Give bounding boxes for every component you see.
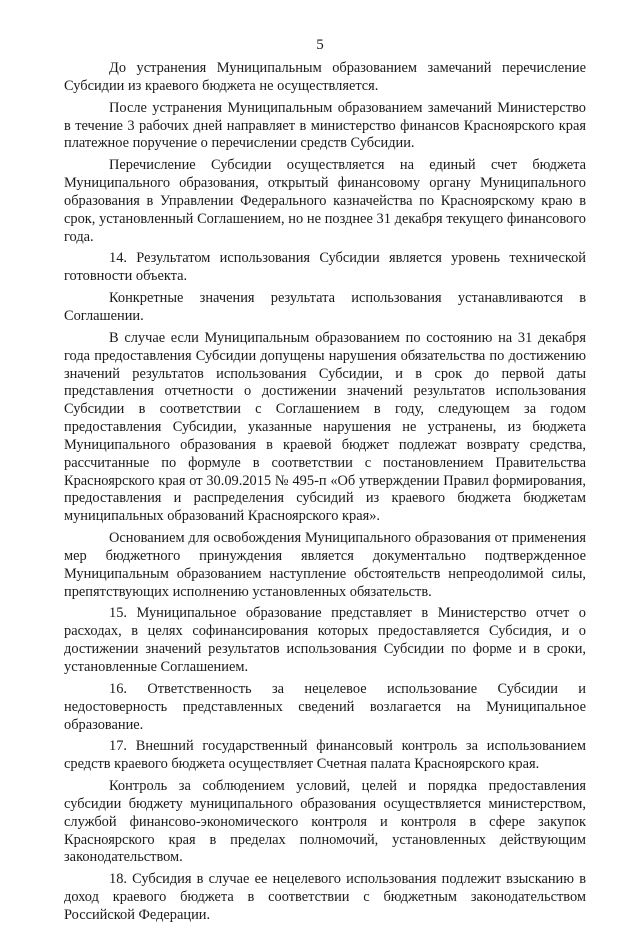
page-number: 5 <box>316 37 324 53</box>
paragraph-15-report: 15. Муниципальное образование представляет в Министерство отчет о расходах, в целях софинансирования которых предоставляется Субсидия, и о достижении значений результатов использования Субсидии по форме и в сроки, установленные Соглашением. <box>64 605 586 675</box>
paragraph-17-control: 17. Внешний государственный финансовый контроль за использованием средств краевого бюджета осуществляет Счетная палата Красноярского края. <box>64 738 586 773</box>
paragraph-14-result: 14. Результатом использования Субсидии является уровень технической готовности объекта. <box>64 250 586 285</box>
document-body <box>64 60 586 929</box>
paragraph: Контроль за соблюдением условий, целей и порядка предоставления субсидии бюджету муниципального образования осуществляется министерством, службой финансово-экономического контроля и контроля в сфере закупок Красноярского края в пределах полномочий, установленных действующим законодательством. <box>64 778 586 866</box>
paragraph: Перечисление Субсидии осуществляется на единый счет бюджета Муниципального образования, открытый финансовому органу Муниципального образования в Управлении Федерального казначейства по Красноярскому краю в срок, установленный Соглашением, но не позднее 31 декабря текущего финансового года. <box>64 157 586 245</box>
paragraph: Основанием для освобождения Муниципального образования от применения мер бюджетного принуждения является документально подтвержденное Муниципальным образованием наступление обстоятельств непреодолимой силы, препятствующих исполнению установленных обязательств. <box>64 530 586 600</box>
paragraph: Конкретные значения результата использования устанавливаются в Соглашении. <box>64 290 586 324</box>
paragraph-16-responsibility: 16. Ответственность за нецелевое использование Субсидии и недостоверность представленных сведений возлагается на Муниципальное образование. <box>64 680 586 733</box>
paragraph-18-recovery: 18. Субсидия в случае ее нецелевого использования подлежит взысканию в доход краевого бюджета в соответствии с бюджетным законодательством Российской Федерации. <box>64 871 586 923</box>
paragraph: После устранения Муниципальным образованием замечаний Министерство в течение 3 рабочих дней направляет в министерство финансов Красноярского края платежное поручение о перечислении средств Субсидии. <box>64 99 586 152</box>
paragraph: До устранения Муниципальным образованием замечаний перечисление Субсидии из краевого бюджета не осуществляется. <box>64 60 586 94</box>
paragraph: В случае если Муниципальным образованием по состоянию на 31 декабря года предоставления Субсидии допущены нарушения обязательства по достижению значений результатов использования Субсидии, и в срок до первой даты представления отчетности о достижении значений результатов использования Субсидии в соответствии с Соглашением в году, следующем за годом предоставления Субсидии, указанные нарушения не устранены, из бюджета Муниципального образования в краевой бюджет подлежат возврату средства, рассчитанные по формуле в соответствии с постановлением Правительства Красноярского края от 30.09.2015 № 495-п «Об утверждении Правил формирования, предоставления и распределения субсидий из краевого бюджета бюджетам муниципальных образований Красноярского края». <box>64 329 586 525</box>
